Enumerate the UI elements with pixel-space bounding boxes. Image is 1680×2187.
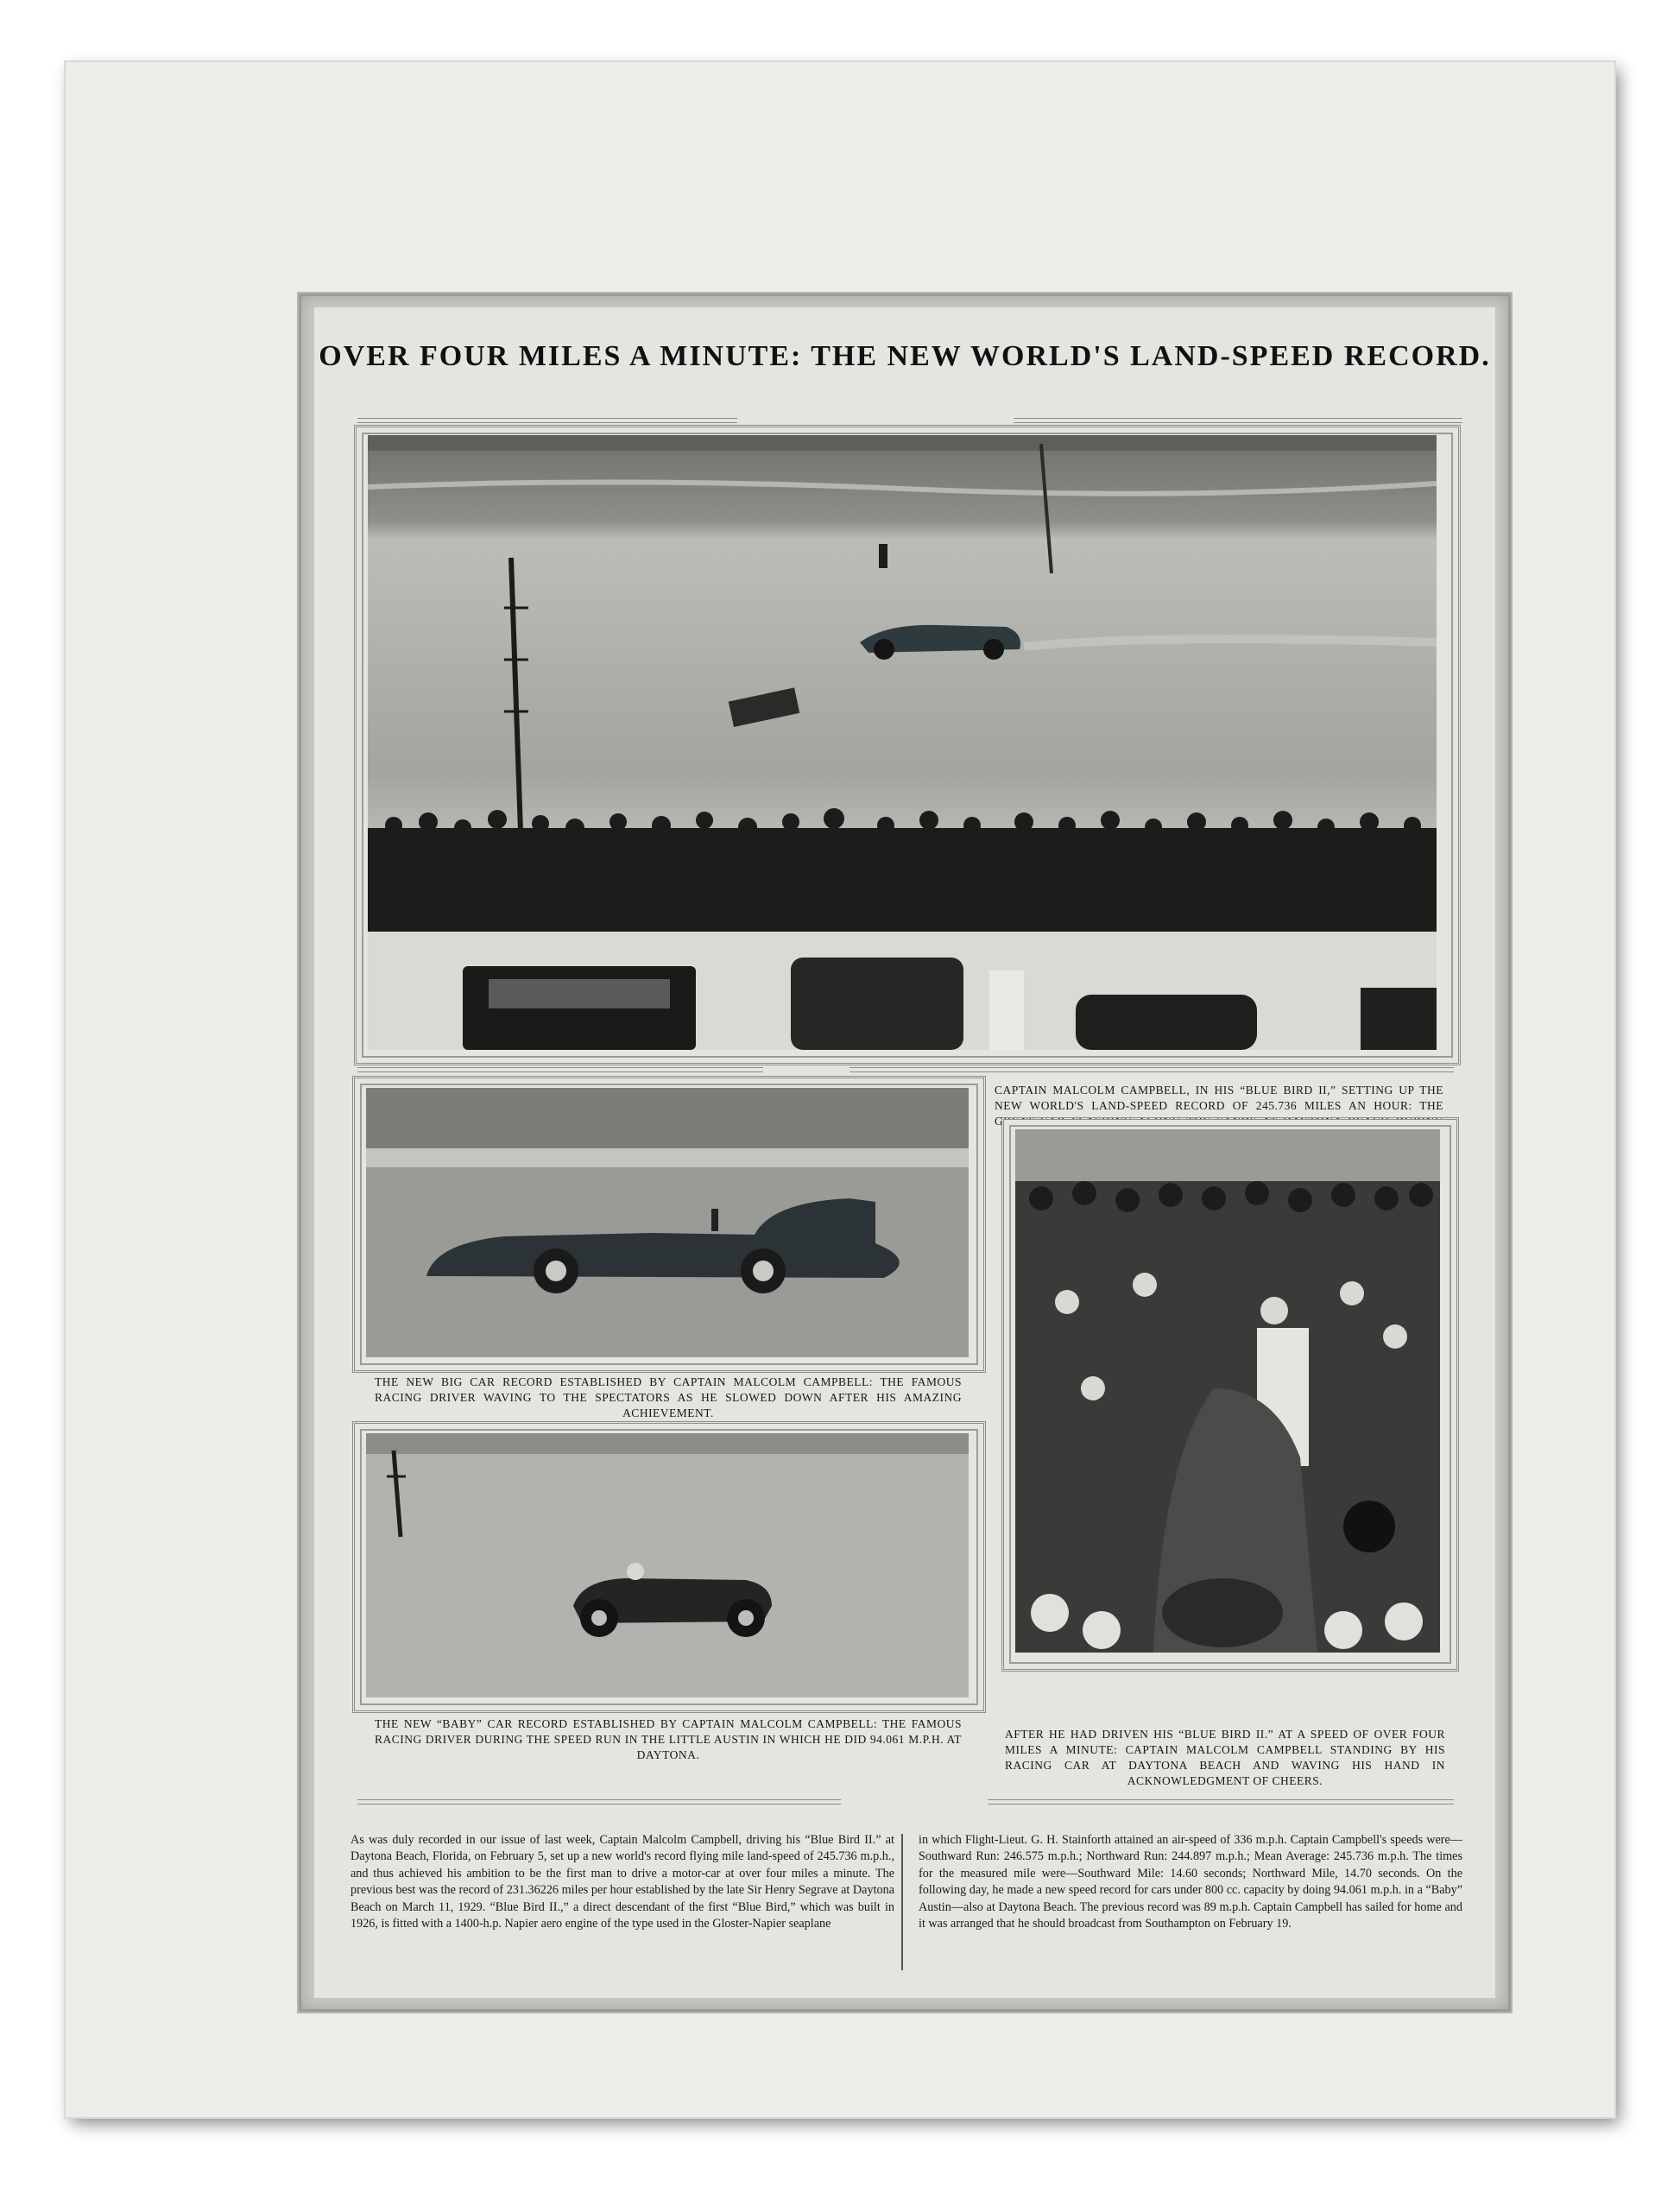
- framed-page: [299, 294, 1511, 2012]
- top-rule-right: [1014, 418, 1462, 423]
- right-photo-campbell-standing: [1015, 1129, 1440, 1653]
- mount-mat: [66, 62, 1614, 2117]
- top-rule-left: [357, 418, 737, 423]
- column-divider: [901, 1834, 903, 1970]
- bottom-rule-right: [988, 1799, 1454, 1805]
- mid-rule-right: [849, 1067, 1454, 1072]
- body-column-2: in which Flight-Lieut. G. H. Stainforth attained an air-speed of 336 m.p.h. Captain Campbell's speeds were—Southward Run: 246.575 m.p.h.; Northward Run: 244.897 m.p.h.; Mean Average: 245.736 m.p.h. The times for the measured mile were—Southward Mile: 14.60 seconds; Northward Mile, 14.70 seconds. On the following day, he made a new speed record for cars under 800 cc. capacity by doing 94.061 m.p.h. in a “Baby” Austin—also at Daytona Beach. The previous record was 89 m.p.h. Captain Campbell has sailed for home and it was arranged that he should broadcast from Southampton on February 19.: [919, 1833, 1462, 1931]
- right-caption: AFTER HE HAD DRIVEN HIS “BLUE BIRD II.” AT A SPEED OF OVER FOUR MILES A MINUTE: CAPTAIN MALCOLM CAMPBELL STANDING BY HIS RACING CAR AT DAYTONA BEACH AND WAVING HIS HAND IN ACKNOWLEDGMENT OF CHEERS.: [1005, 1728, 1445, 1787]
- page-headline: OVER FOUR MILES A MINUTE: THE NEW WORLD'S LAND-SPEED RECORD.: [319, 340, 1491, 372]
- bottom-left-caption: THE NEW “BABY” CAR RECORD ESTABLISHED BY CAPTAIN MALCOLM CAMPBELL: THE FAMOUS RACING DRIVER DURING THE SPEED RUN IN THE LITTLE AUSTIN IN WHICH HE DID 94.061 M.P.H. AT DAYTONA.: [375, 1717, 962, 1761]
- middle-left-caption: THE NEW BIG CAR RECORD ESTABLISHED BY CAPTAIN MALCOLM CAMPBELL: THE FAMOUS RACING DRIVER WAVING TO THE SPECTATORS AS HE SLOWED DOWN AFTER HIS AMAZING ACHIEVEMENT.: [375, 1375, 962, 1419]
- middle-left-photo-image: [366, 1088, 969, 1357]
- right-photo-image: [1015, 1129, 1440, 1653]
- magazine-sheet: [314, 307, 1495, 1998]
- top-caption: CAPTAIN MALCOLM CAMPBELL, IN HIS “BLUE BIRD II,” SETTING UP THE NEW WORLD'S LAND-SPEED RECORD OF 245.736 MILES AN HOUR: THE GREAT CAR FLASHING ALONG THE SANDS AT DAYTONA BEACH DURING: [995, 1084, 1443, 1128]
- bottom-rule-left: [357, 1799, 841, 1805]
- mid-rule-left: [357, 1067, 763, 1072]
- bottom-left-photo-baby-austin: [366, 1433, 969, 1697]
- top-photo-beach-run: [368, 435, 1437, 1050]
- middle-left-photo-blue-bird: [366, 1088, 969, 1357]
- bottom-left-photo-image: [366, 1433, 969, 1697]
- body-column-1: As was duly recorded in our issue of last week, Captain Malcolm Campbell, driving his “Blue Bird II.” at Daytona Beach, Florida, on February 5, set up a new world's record flying mile land-speed of 245.736 m.p.h., and thus achieved his ambition to be the first man to drive a motor-car at over four miles a minute. The previous best was the record of 231.36226 miles per hour established by the late Sir Henry Segrave at Daytona Beach on March 11, 1929. “Blue Bird II.,” a direct descendant of the first “Blue Bird,” which was built in 1926, is fitted with a 1400-h.p. Napier aero engine of the type used in the Gloster-Napier seaplane: [351, 1833, 894, 1931]
- top-photo-image: [368, 435, 1437, 1050]
